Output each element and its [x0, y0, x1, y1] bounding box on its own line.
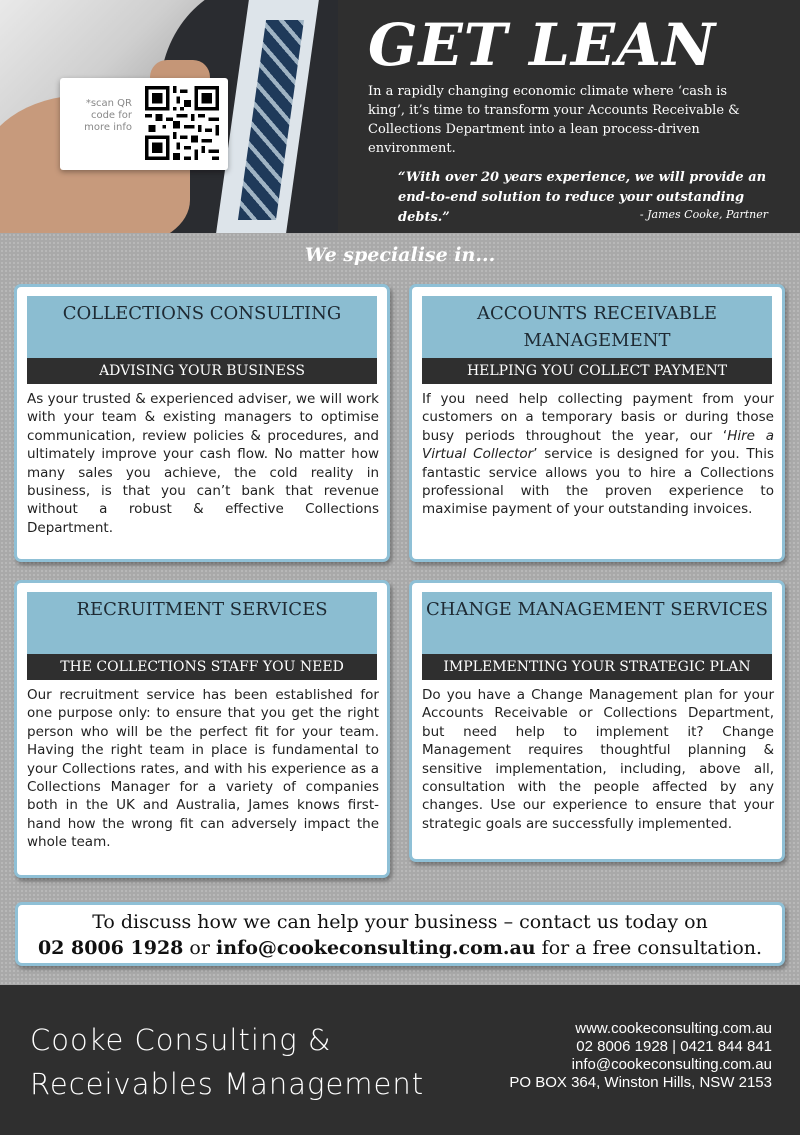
service-subtitle: HELPING YOU COLLECT PAYMENT	[422, 358, 772, 384]
service-body: Do you have a Change Management plan for your Accounts Receivable or Collections Department, but need help to implement it? Change Management requires thoughtful planning & sensitive implementation, including, above all, consultation with the people affected by any changes. Use our experience to ensure that your strategic goals are successfully implemented.	[422, 687, 774, 832]
service-body: Our recruitment service has been established for one purpose only: to ensure that you get the right person who will be the perfect fit for your team. Having the right team in place is fundamental to your Collections rates, and with his experience as a Collections Manager for a variety of companies both in the UK and Australia, James knows first-hand how the wrong fit can adversely impact the whole team.	[27, 687, 379, 851]
service-card-recruitment	[14, 580, 390, 878]
contact-line: To discuss how we can help your business – contact us today on	[92, 911, 708, 933]
service-title: RECRUITMENT SERVICES	[27, 592, 377, 654]
contact-or: or	[183, 937, 216, 959]
business-card	[60, 78, 228, 170]
footer-address: PO BOX 364, Winston Hills, NSW 2153	[509, 1074, 772, 1091]
service-card-change-management	[409, 580, 785, 862]
service-subtitle: ADVISING YOUR BUSINESS	[27, 358, 377, 384]
company-name-line1: Cooke Consulting &	[30, 1023, 332, 1057]
service-body: As your trusted & experienced adviser, we will work with your team & existing managers to optimise communication, review policies & procedures, and ultimately improve your cash flow. No matter how many sales you achieve, the cold reality in business, is that you can’t bank that revenue without a robust & effective Collections Department.	[27, 391, 379, 536]
card-text: *scan QR code for more info	[84, 98, 132, 133]
company-name	[30, 1018, 424, 1106]
header-photo	[0, 0, 338, 233]
service-card-collections-consulting	[14, 284, 390, 562]
footer-contact-info	[509, 1020, 772, 1092]
contact-details	[18, 935, 782, 961]
footer-email-link[interactable]: info@cookeconsulting.com.au	[571, 1056, 772, 1073]
service-body-pre: If you need help collecting payment from your customers on a temporary basis or during those busy periods throughout the year, our ‘	[422, 391, 774, 444]
contact-tail: for a free consultation.	[535, 937, 763, 959]
section-heading: We specialise in...	[304, 244, 496, 266]
contact-phone-link[interactable]: 02 8006 1928	[37, 937, 184, 959]
footer-phones: 02 8006 1928 | 0421 844 841	[576, 1038, 772, 1055]
header	[0, 0, 800, 233]
service-card-accounts-receivable	[409, 284, 785, 562]
company-name-line2: Receivables Management	[30, 1067, 425, 1101]
service-title: ACCOUNTS RECEIVABLE MANAGEMENT	[422, 296, 772, 358]
service-body-emphasis: Hire a Virtual Collector	[422, 427, 775, 463]
service-title: CHANGE MANAGEMENT SERVICES	[422, 592, 772, 654]
service-subtitle: THE COLLECTIONS STAFF YOU NEED	[27, 654, 377, 680]
qr-code-icon[interactable]	[145, 86, 219, 160]
quote-author: - James Cooke, Partner	[639, 208, 768, 221]
testimonial-quote: “With over 20 years experience, we will provide an end-to-end solution to reduce your outstanding debts.”	[398, 170, 767, 225]
page-title: GET LEAN	[368, 11, 717, 79]
service-subtitle: IMPLEMENTING YOUR STRATEGIC PLAN	[422, 654, 772, 680]
service-title: COLLECTIONS CONSULTING	[27, 296, 377, 358]
contact-banner	[15, 902, 785, 966]
intro-text: In a rapidly changing economic climate where ‘cash is king’, it’s time to transform your Accounts Receivable & Collections Department into a lean process-driven environment.	[368, 84, 740, 156]
footer-website-link[interactable]: www.cookeconsulting.com.au	[575, 1020, 772, 1037]
service-body-post: ’ service is designed for you. This fantastic service allows you to hire a Collections professional with the proven experience to maximise payment of your outstanding invoices.	[422, 446, 775, 518]
service-body	[422, 390, 774, 519]
contact-email-link[interactable]: info@cookeconsulting.com.au	[216, 937, 536, 959]
